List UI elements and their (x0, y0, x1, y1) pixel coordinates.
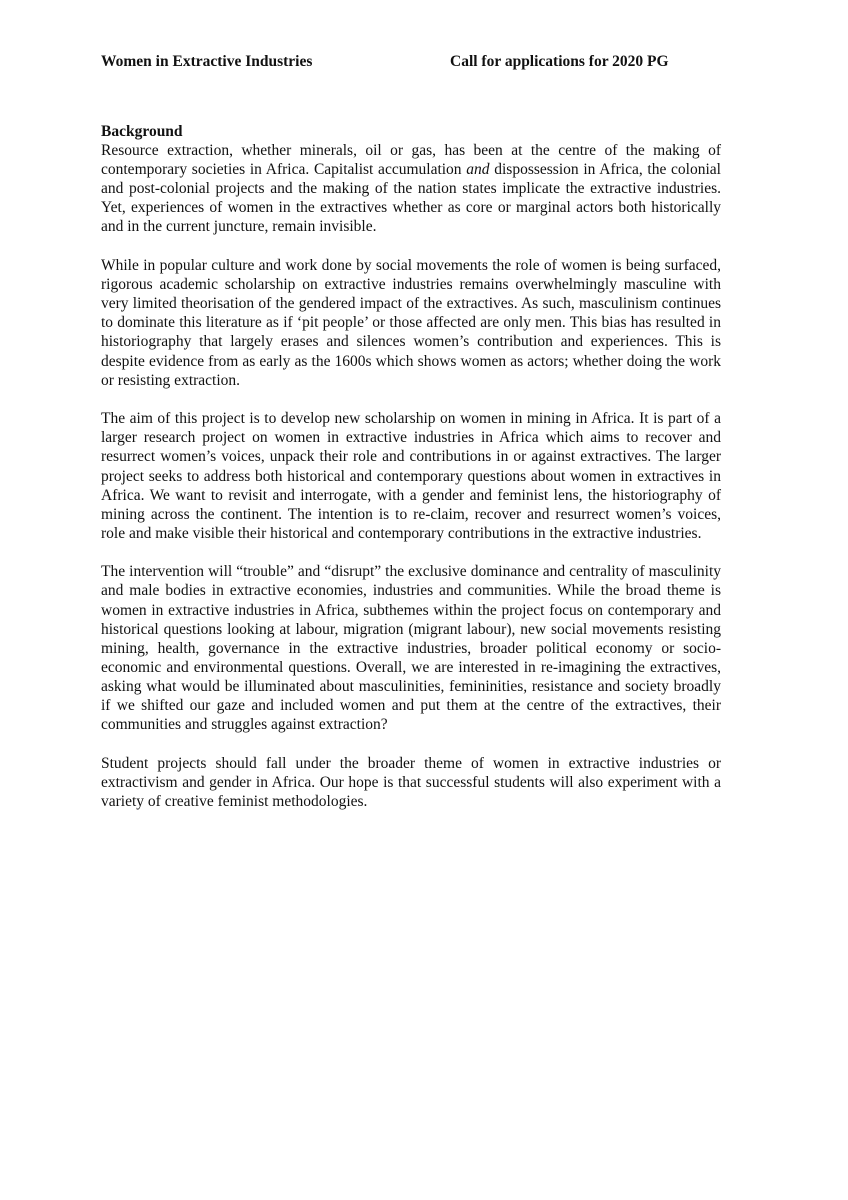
paragraph-4: The intervention will “trouble” and “disrupt” the exclusive dominance and centrality of masculinity and male bodies in extractive economies, industries and communities. While the broad theme is women in extractive industries in Africa, subthemes within the project focus on contemporary and historical questions looking at labour, migration (migrant labour), new social movements resisting mining, health, governance in the extractive industries, broader political economy or socio-economic and environmental questions. Overall, we are interested in re-imagining the extractives, asking what would be illuminated about masculinities, femininities, resistance and society broadly if we shifted our gaze and included women and put them at the centre of the extractives, their communities and struggles against extraction? (101, 563, 721, 734)
document-page (101, 52, 721, 831)
paragraph-3: The aim of this project is to develop new scholarship on women in mining in Africa. It is part of a larger research project on women in extractive industries in Africa which aims to recover and resurrect women’s voices, unpack their role and contributions in or against extractives. The larger project seeks to address both historical and contemporary questions about women in extractives in Africa. We want to revisit and interrogate, with a gender and feminist lens, the historiography of mining across the continent. The intention is to re-claim, recover and resurrect women’s voices, role and make visible their historical and contemporary contributions in the extractive industries. (101, 410, 721, 542)
header-title-right: Call for applications for 2020 PG (450, 53, 669, 70)
page-header (101, 52, 721, 74)
section-heading-background: Background (101, 123, 183, 140)
paragraph-1 (101, 141, 721, 236)
paragraph-1-emphasis: and (466, 161, 490, 179)
paragraph-1-text-a: Resource extraction, whether minerals, oil or gas, has been at the centre of the making of contemporary societies in Africa. Capitalist accumulation (101, 142, 721, 179)
paragraph-2: While in popular culture and work done by social movements the role of women is being surfaced, rigorous academic scholarship on extractive industries remains overwhelmingly masculine with very limited theorisation of the gendered impact of the extractives. As such, masculinism continues to dominate this literature as if ‘pit people’ or those affected are only men. This bias has resulted in historiography that largely erases and silences women’s contribution and experiences. This is despite evidence from as early as the 1600s which shows women as actors; whether doing the work or resisting extraction. (101, 257, 721, 389)
document-body (101, 122, 721, 811)
paragraph-5: Student projects should fall under the broader theme of women in extractive industries or extractivism and gender in Africa. Our hope is that successful students will also experiment with a variety of creative feminist methodologies. (101, 754, 721, 810)
paragraph-1-text-b: dispossession in Africa, the colonial and post-colonial projects and the making of the nation states implicate the extractive industries. Yet, experiences of women in the extractives whether as core or marginal actors both historically and in the current juncture, remain invisible. (101, 161, 721, 236)
header-title-left: Women in Extractive Industries (101, 53, 313, 70)
